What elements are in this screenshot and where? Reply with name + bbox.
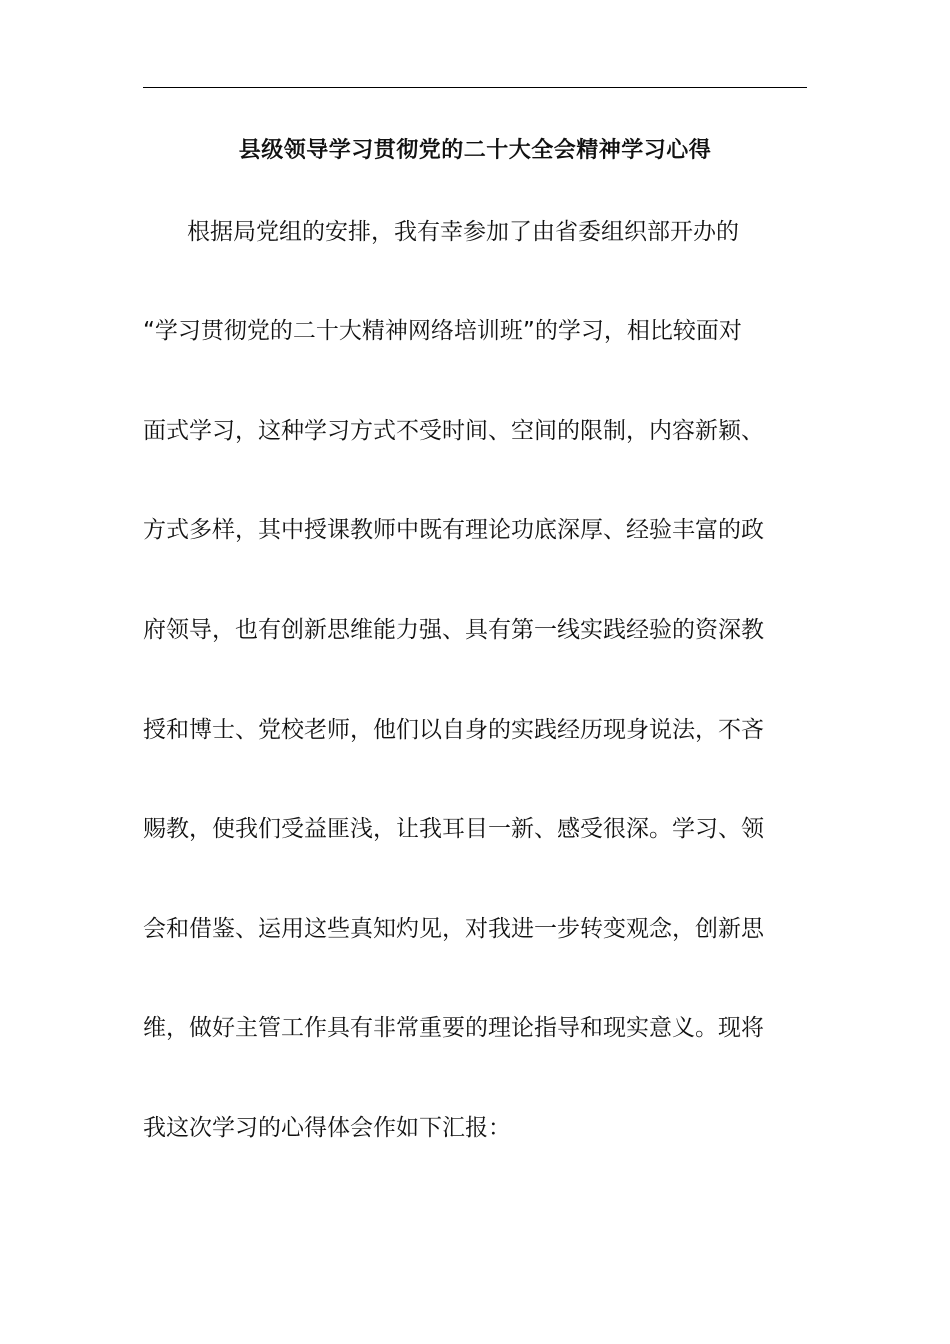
paragraph-line-1: 根据局党组的安排，我有幸参加了由省委组织部开办的 (187, 219, 739, 245)
paragraph-line-4: 方式多样，其中授课教师中既有理论功底深厚、经验丰富的政 (143, 517, 764, 543)
paragraph-line-3: 面式学习，这种学习方式不受时间、空间的限制，内容新颖、 (143, 418, 764, 444)
paragraph-line-9: 维，做好主管工作具有非常重要的理论指导和现实意义。现将 (143, 1015, 764, 1041)
paragraph-line-2: “学习贯彻党的二十大精神网络培训班”的学习，相比较面对 (143, 318, 742, 344)
header-rule (143, 87, 807, 88)
paragraph-line-7: 赐教，使我们受益匪浅，让我耳目一新、感受很深。学习、领 (143, 816, 764, 842)
paragraph-line-8: 会和借鉴、运用这些真知灼见，对我进一步转变观念，创新思 (143, 916, 764, 942)
paragraph-line-10: 我这次学习的心得体会作如下汇报： (143, 1115, 511, 1141)
paragraph-line-5: 府领导，也有创新思维能力强、具有第一线实践经验的资深教 (143, 617, 764, 643)
paragraph-line-6: 授和博士、党校老师，他们以自身的实践经历现身说法，不吝 (143, 717, 764, 743)
document-title: 县级领导学习贯彻党的二十大全会精神学习心得 (238, 138, 712, 163)
